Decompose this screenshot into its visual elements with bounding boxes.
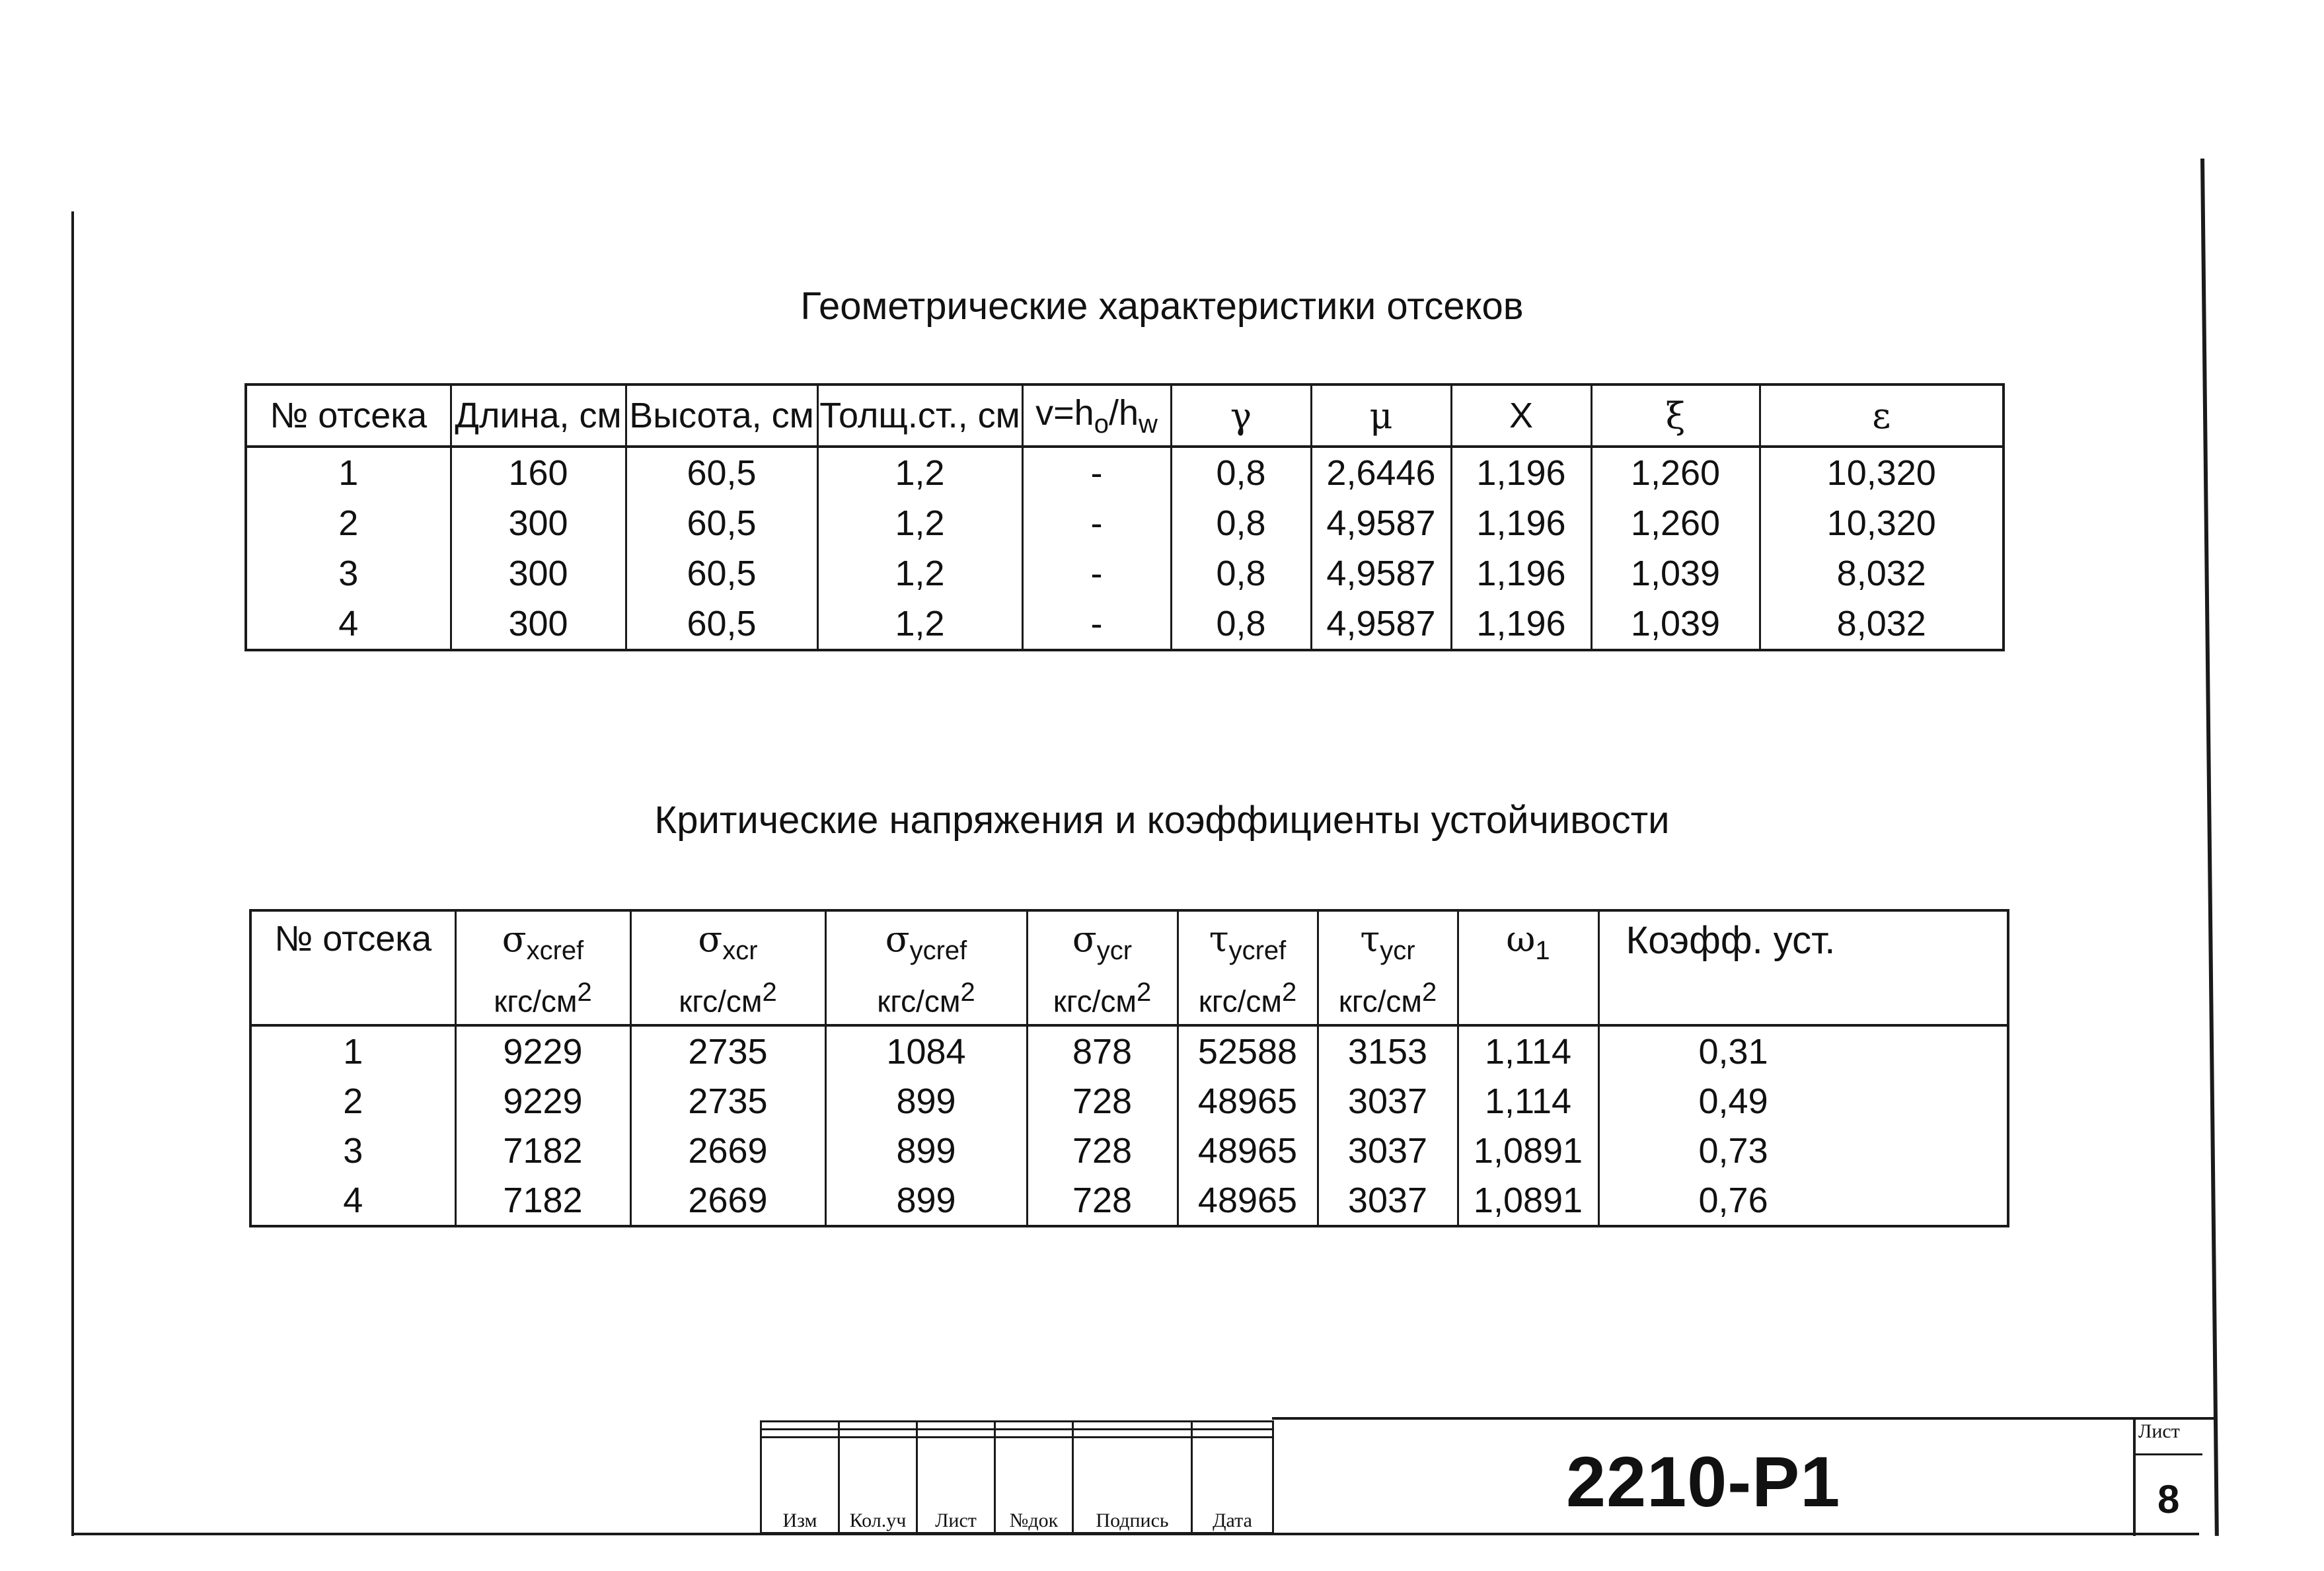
stamp-cell <box>1073 1422 1192 1430</box>
col-header-xi: ξ <box>1591 384 1760 447</box>
table-cell: 8,032 <box>1760 548 2004 599</box>
table-row <box>246 447 2004 498</box>
table-cell: 3 <box>250 1126 455 1175</box>
col-header-stability-coeff: Коэфф. уст. <box>1598 910 2008 1025</box>
table-cell: 7182 <box>455 1175 630 1226</box>
table-cell: 3037 <box>1318 1126 1458 1175</box>
document-code: 2210-Р1 <box>1566 1442 1841 1521</box>
table-cell: 728 <box>1027 1175 1178 1226</box>
table-cell: 7182 <box>455 1126 630 1175</box>
table-cell: 300 <box>451 548 626 599</box>
col-header-nu: $v=h_o/h_w$ <box>1022 384 1171 447</box>
table-cell: 300 <box>451 498 626 548</box>
table-header-row <box>250 910 2008 1025</box>
table-cell: 0,76 <box>1598 1175 2008 1226</box>
table-cell: 1,2 <box>817 498 1022 548</box>
col-header-length: Длина, см <box>451 384 626 447</box>
table-cell: 0,8 <box>1171 599 1311 650</box>
table-row <box>246 548 2004 599</box>
table-cell: 4,9587 <box>1311 498 1451 548</box>
table-cell: 1 <box>250 1025 455 1076</box>
stamp-cell <box>1192 1429 1273 1437</box>
frame-right-border <box>2200 159 2219 1536</box>
table-cell: 899 <box>825 1076 1027 1126</box>
table-cell: 60,5 <box>626 447 817 498</box>
table-cell: 9229 <box>455 1025 630 1076</box>
table-cell: 1,2 <box>817 447 1022 498</box>
stamp-cell <box>917 1429 995 1437</box>
stamp-label-date: Дата <box>1192 1437 1273 1533</box>
col-header-epsilon: ε <box>1760 384 2004 447</box>
table-cell: 728 <box>1027 1076 1178 1126</box>
stamp-label-sheet: Лист <box>917 1437 995 1533</box>
table-cell: 4,9587 <box>1311 548 1451 599</box>
stamp-label-change: Изм <box>761 1437 839 1533</box>
col-header-tau-ycr: $\tau_{ycr}$ кгс/$см^2$ <box>1318 910 1458 1025</box>
stamp-cell <box>761 1429 839 1437</box>
sheet-box-border <box>2133 1417 2136 1536</box>
table-cell: 1084 <box>825 1025 1027 1076</box>
table-cell: 60,5 <box>626 498 817 548</box>
table-row <box>250 1175 2008 1226</box>
table-cell: 2735 <box>630 1025 825 1076</box>
table-cell: 2735 <box>630 1076 825 1126</box>
table-cell: 2669 <box>630 1175 825 1226</box>
table-cell: 1,196 <box>1451 447 1591 498</box>
stamp-cell <box>917 1422 995 1430</box>
table-row <box>250 1025 2008 1076</box>
table-cell: 3037 <box>1318 1076 1458 1126</box>
sheet-number: 8 <box>2157 1477 2180 1521</box>
table-cell: 300 <box>451 599 626 650</box>
col-header-thickness: Толщ.ст., см <box>817 384 1022 447</box>
table-cell: 1 <box>246 447 451 498</box>
table-cell: 48965 <box>1178 1076 1318 1126</box>
stamp-cell <box>839 1429 917 1437</box>
title-block-grid <box>760 1420 1274 1534</box>
table-cell: 10,320 <box>1760 447 2004 498</box>
stability-table <box>249 909 2009 1227</box>
col-header-x: X <box>1451 384 1591 447</box>
table-row <box>246 498 2004 548</box>
table-cell: 1,039 <box>1591 548 1760 599</box>
table-cell: 1,196 <box>1451 498 1591 548</box>
table-cell: 0,31 <box>1598 1025 2008 1076</box>
table-cell: 1,260 <box>1591 447 1760 498</box>
col-header-height: Высота, см <box>626 384 817 447</box>
table-cell: 0,8 <box>1171 447 1311 498</box>
table-cell: 3153 <box>1318 1025 1458 1076</box>
table-cell: - <box>1022 498 1171 548</box>
table-cell: 728 <box>1027 1126 1178 1175</box>
table-cell: 1,196 <box>1451 548 1591 599</box>
table-cell: 4 <box>250 1175 455 1226</box>
table-cell: 1,114 <box>1458 1076 1598 1126</box>
stamp-cell <box>1192 1422 1273 1430</box>
table-cell: 0,8 <box>1171 548 1311 599</box>
table-cell: 0,8 <box>1171 498 1311 548</box>
table-cell: 2 <box>250 1076 455 1126</box>
stamp-label-count: Кол.уч <box>839 1437 917 1533</box>
table-cell: 1,0891 <box>1458 1175 1598 1226</box>
table-cell: 899 <box>825 1126 1027 1175</box>
stability-table-title: Критические напряжения и коэффициенты устойчивости <box>654 799 1670 842</box>
stamp-cell <box>761 1422 839 1430</box>
col-header-compartment: № отсека <box>246 384 451 447</box>
title-block-top-line <box>1272 1417 2217 1420</box>
col-header-omega: $\omega_1$ <box>1458 910 1598 1025</box>
stamp-cell <box>839 1422 917 1430</box>
table-cell: 1,039 <box>1591 599 1760 650</box>
table-cell: 4,9587 <box>1311 599 1451 650</box>
table-cell: 1,114 <box>1458 1025 1598 1076</box>
table-cell: 1,0891 <box>1458 1126 1598 1175</box>
frame-left-border <box>71 211 74 1536</box>
table-cell: 1,2 <box>817 599 1022 650</box>
table-cell: - <box>1022 599 1171 650</box>
table-row <box>246 599 2004 650</box>
col-header-sigma-xcr: $\sigma_{xcr}$ кгс/$см^2$ <box>630 910 825 1025</box>
table-cell: - <box>1022 447 1171 498</box>
table-cell: 3 <box>246 548 451 599</box>
col-header-sigma-ycref: $\sigma_{ycref}$ кгс/$см^2$ <box>825 910 1027 1025</box>
table-cell: 8,032 <box>1760 599 2004 650</box>
col-header-sigma-ycr: $\sigma_{ycr}$ кгс/$см^2$ <box>1027 910 1178 1025</box>
table-row <box>250 1076 2008 1126</box>
table-cell: 52588 <box>1178 1025 1318 1076</box>
table-cell: 10,320 <box>1760 498 2004 548</box>
geometry-table-title: Геометрические характеристики отсеков <box>800 285 1524 328</box>
table-cell: 1,2 <box>817 548 1022 599</box>
col-header-sigma-xcref: $\sigma_{xcref}$ кгс/$см^2$ <box>455 910 630 1025</box>
stamp-label-doc-number: №док <box>995 1437 1073 1533</box>
table-cell: 60,5 <box>626 599 817 650</box>
col-header-compartment: № отсека <box>250 910 455 1025</box>
stamp-cell <box>995 1429 1073 1437</box>
table-cell: 48965 <box>1178 1175 1318 1226</box>
table-header-row <box>246 384 2004 447</box>
table-cell: 2,6446 <box>1311 447 1451 498</box>
table-cell: - <box>1022 548 1171 599</box>
table-cell: 3037 <box>1318 1175 1458 1226</box>
table-cell: 9229 <box>455 1076 630 1126</box>
table-row <box>250 1126 2008 1175</box>
table-cell: 2 <box>246 498 451 548</box>
table-cell: 0,49 <box>1598 1076 2008 1126</box>
geometry-table <box>244 383 2005 651</box>
sheet-box-divider <box>2133 1453 2202 1455</box>
table-cell: 2669 <box>630 1126 825 1175</box>
stamp-cell <box>1073 1429 1192 1437</box>
table-cell: 60,5 <box>626 548 817 599</box>
col-header-gamma: γ <box>1171 384 1311 447</box>
stamp-cell <box>995 1422 1073 1430</box>
sheet-label: Лист <box>2138 1420 2180 1442</box>
table-cell: 878 <box>1027 1025 1178 1076</box>
table-cell: 1,196 <box>1451 599 1591 650</box>
table-cell: 160 <box>451 447 626 498</box>
col-header-mu: μ <box>1311 384 1451 447</box>
stamp-label-signature: Подпись <box>1073 1437 1192 1533</box>
table-cell: 1,260 <box>1591 498 1760 548</box>
table-cell: 0,73 <box>1598 1126 2008 1175</box>
table-cell: 899 <box>825 1175 1027 1226</box>
table-cell: 48965 <box>1178 1126 1318 1175</box>
col-header-tau-ycref: $\tau_{ycref}$ кгс/$см^2$ <box>1178 910 1318 1025</box>
table-cell: 4 <box>246 599 451 650</box>
